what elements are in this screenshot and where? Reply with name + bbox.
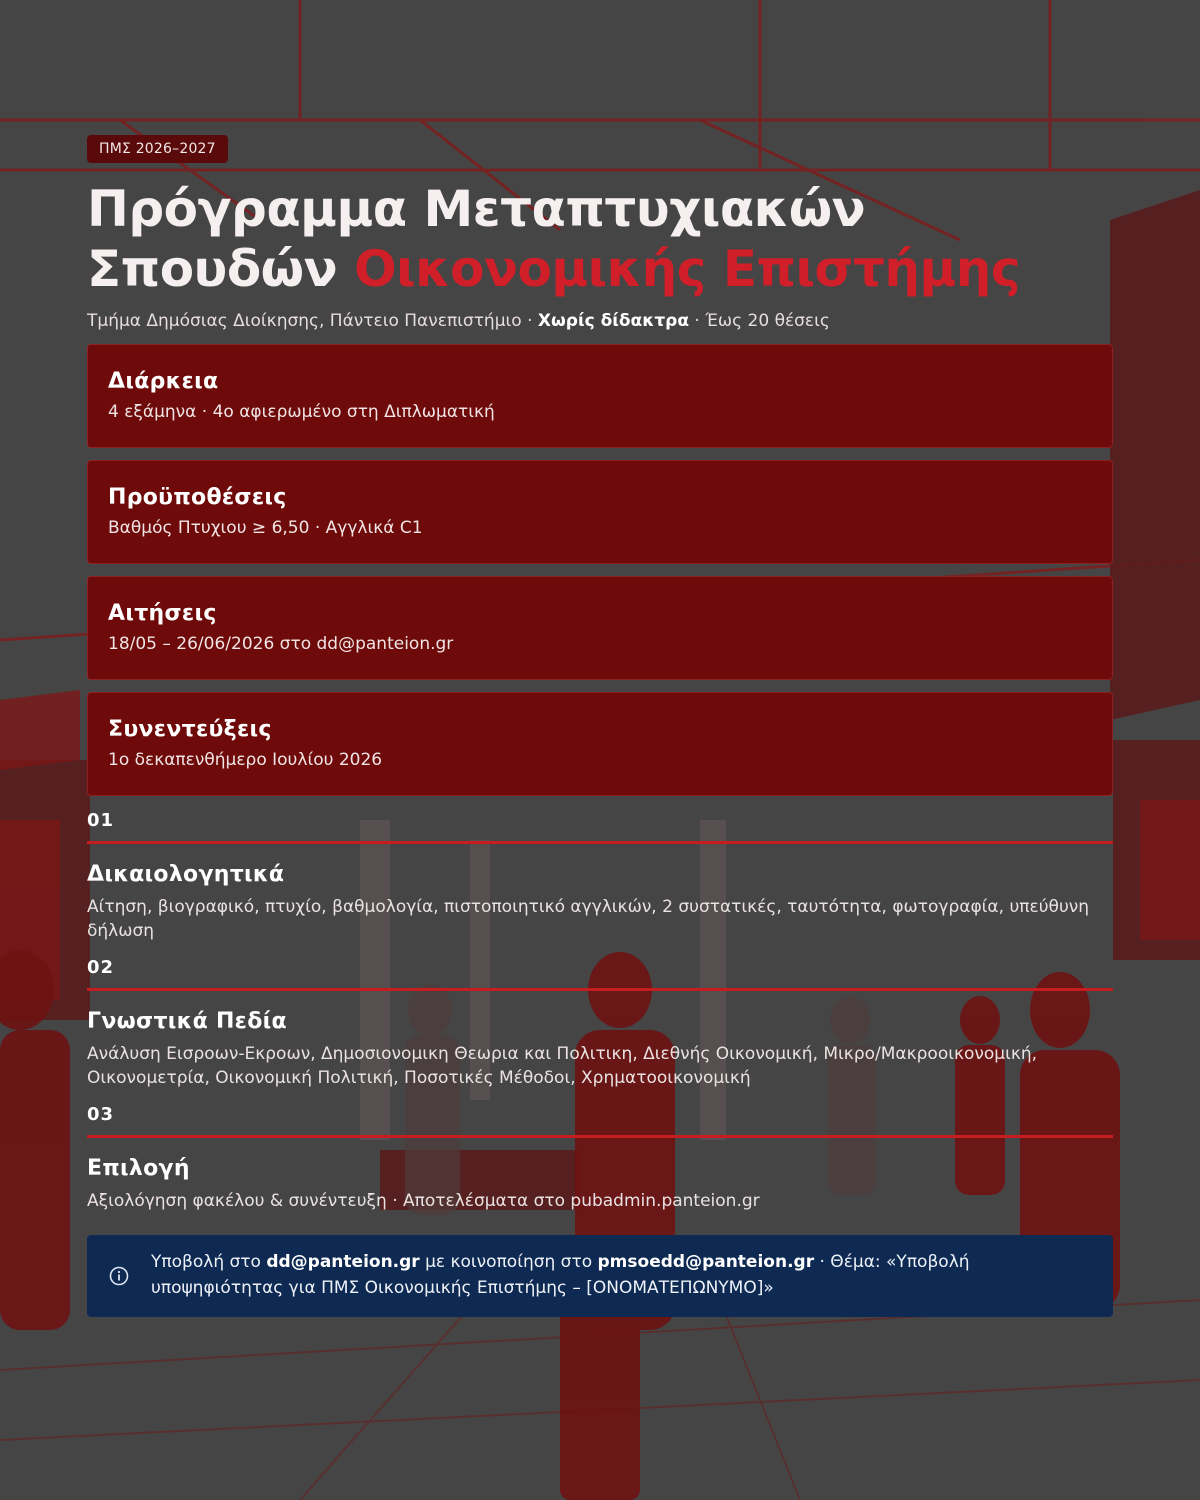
notice-email-primary[interactable]: dd@panteion.gr — [266, 1252, 420, 1272]
section-fields — [87, 957, 1113, 1090]
section-documents — [87, 810, 1113, 943]
title-accent: Οικονομικής Επιστήμης — [354, 240, 1020, 298]
info-card-duration — [87, 344, 1113, 448]
info-card-requirements — [87, 460, 1113, 564]
section-divider — [87, 841, 1113, 844]
card-text: 1ο δεκαπενθήμερο Ιουλίου 2026 — [108, 750, 383, 770]
card-text: Βαθμός Πτυχιου ≥ 6,50 · Αγγλικά C1 — [108, 518, 423, 538]
card-title: Διάρκεια — [108, 369, 219, 394]
subtitle-institution: Τμήμα Δημόσιας Διοίκησης, Πάντειο Πανεπιστήμιο · — [87, 311, 533, 331]
section-selection — [87, 1104, 1113, 1213]
card-title: Συνεντεύξεις — [108, 717, 272, 742]
section-divider — [87, 988, 1113, 991]
poster-content — [87, 135, 1113, 1317]
notice-text: με κοινοποίηση στο — [425, 1252, 593, 1272]
card-title: Αιτήσεις — [108, 601, 217, 626]
section-title: Γνωστικά Πεδία — [87, 1009, 287, 1034]
subtitle — [87, 311, 1113, 331]
section-text: Αξιολόγηση φακέλου & συνέντευξη · Αποτελέσματα στο pubadmin.panteion.gr — [87, 1191, 760, 1211]
info-card-applications — [87, 576, 1113, 680]
subtitle-no-fees: Χωρίς δίδακτρα — [537, 311, 690, 331]
program-year-badge: ΠΜΣ 2026–2027 — [87, 135, 228, 163]
notice-email-cc[interactable]: pmsoedd@panteion.gr — [597, 1252, 815, 1272]
info-icon — [109, 1266, 129, 1286]
card-text: 4 εξάμηνα · 4ο αφιερωμένο στη Διπλωματική — [108, 402, 495, 422]
subtitle-seats: · Έως 20 θέσεις — [694, 311, 830, 331]
section-text: Ανάλυση Εισροων-Εκροων, Δημοσιονομικη Θεωρια και Πολιτικη, Διεθνής Οικονομική, Μικρο/Μακροοικονομική, Οικονομετρία, Οικονομική Πολιτική, Ποσοτικές Μέθοδοι, Χρηματοοικονομική — [87, 1044, 1038, 1088]
section-number: 02 — [87, 957, 115, 978]
submission-notice — [87, 1235, 1113, 1317]
notice-subject: · Θέμα: «Υποβολή υποψηφιότητας για ΠΜΣ Οικονομικής Επιστήμης – [ΟΝΟΜΑΤΕΠΩΝΥΜΟ]» — [151, 1252, 970, 1298]
section-number: 01 — [87, 810, 115, 831]
section-text: Αίτηση, βιογραφικό, πτυχίο, βαθμολογία, πιστοποιητικό αγγλικών, 2 συστατικές, ταυτότητα, φωτογραφία, υπεύθυνη δήλωση — [87, 897, 1090, 941]
info-cards — [87, 344, 1113, 796]
section-title: Επιλογή — [87, 1156, 190, 1181]
title-line-2: Σπουδών — [87, 240, 338, 298]
section-divider — [87, 1135, 1113, 1138]
info-card-interviews — [87, 692, 1113, 796]
card-text: 18/05 – 26/06/2026 στο dd@panteion.gr — [108, 634, 454, 654]
page-title — [87, 179, 1113, 299]
card-title: Προϋποθέσεις — [108, 485, 287, 510]
section-title: Δικαιολογητικά — [87, 862, 285, 887]
title-line-1: Πρόγραμμα Μεταπτυχιακών — [87, 180, 866, 238]
notice-text: Υποβολή στο — [151, 1252, 261, 1272]
section-number: 03 — [87, 1104, 115, 1125]
